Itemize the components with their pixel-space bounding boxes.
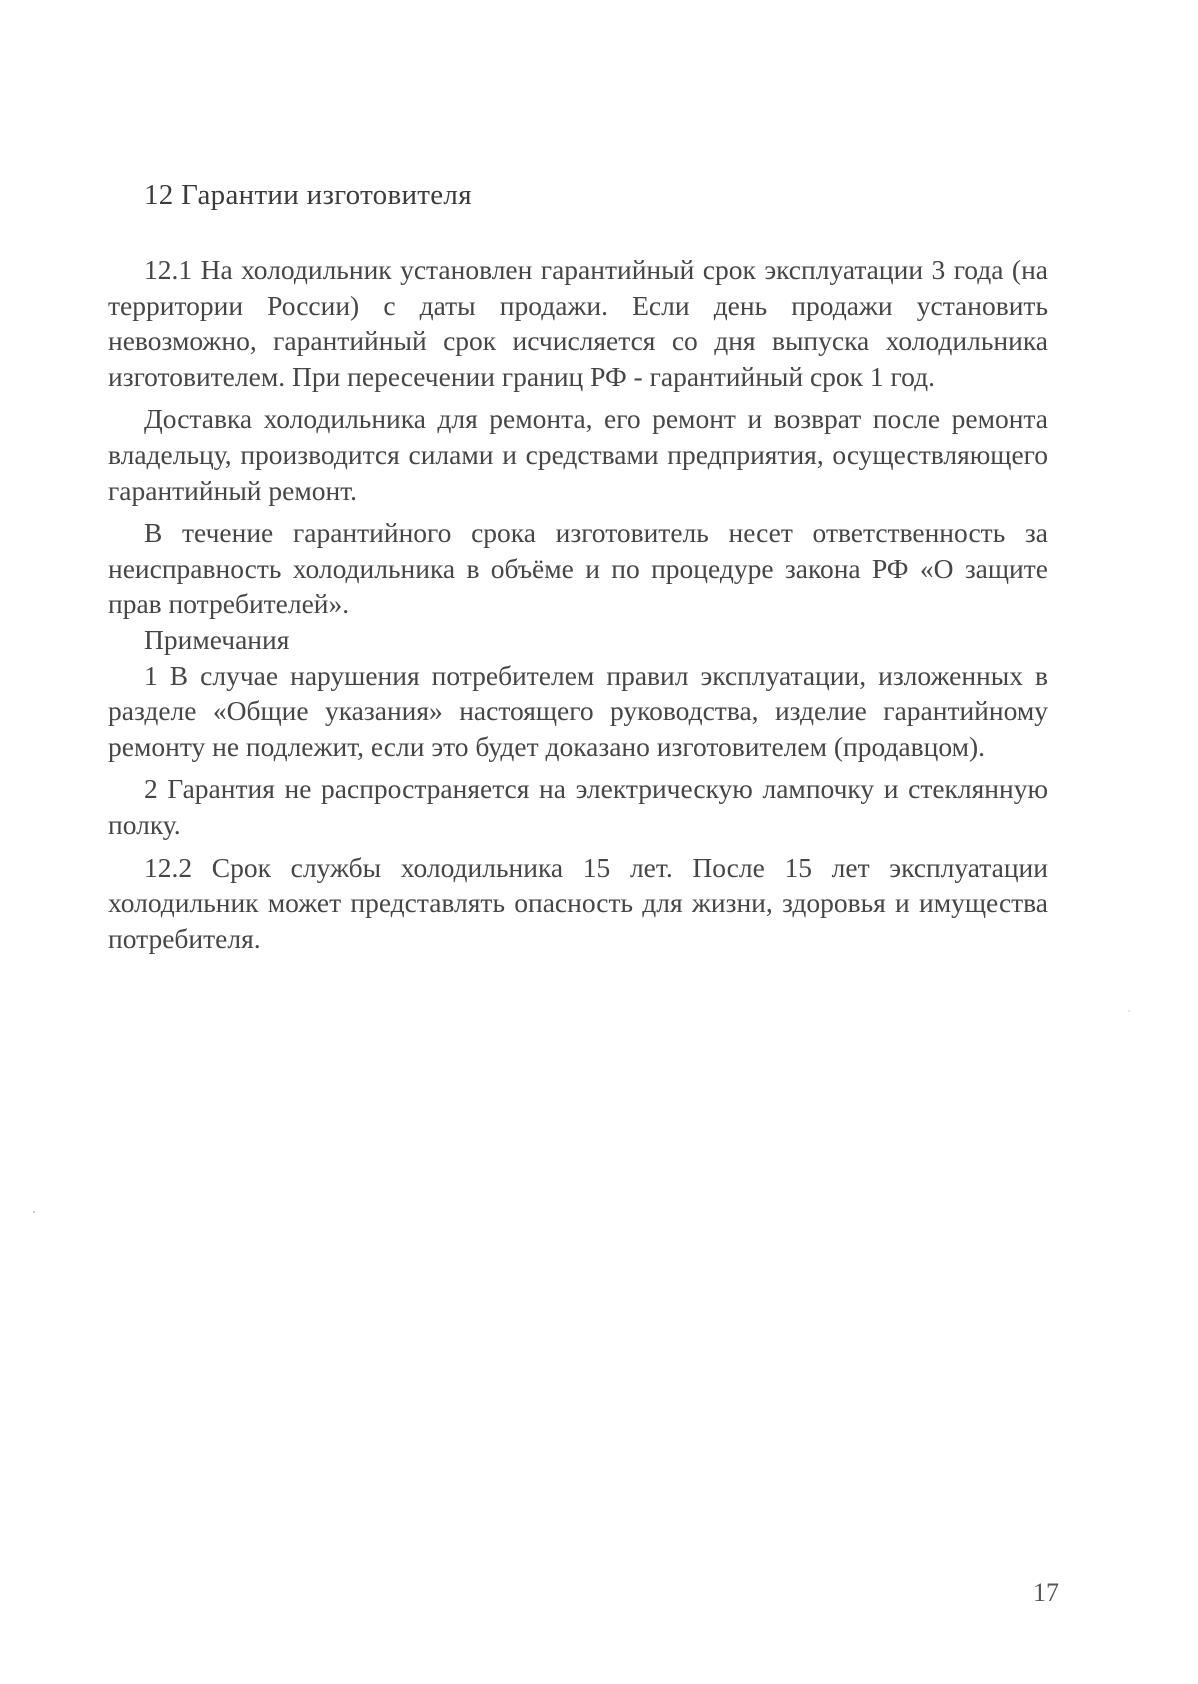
note-2: 2 Гарантия не распространяется на электрическую лампочку и стеклянную полку. <box>108 773 1048 840</box>
paragraph-12-1-warranty-period: 12.1 На холодильник установлен гарантийный срок эксплуатации 3 года (на территории России) с даты продажи. Если день продажи установить невозможно, гарантийный срок исчисляется со дня выпуска холодильника изготовителем. При пересечении границ РФ - гарантийный срок 1 год. <box>108 254 1048 392</box>
notes-heading: Примечания <box>144 623 290 655</box>
page-number: 17 <box>1033 1578 1059 1607</box>
scan-speck <box>1128 1010 1130 1012</box>
paragraph-delivery: Доставка холодильника для ремонта, его ремонт и возврат после ремонта владельцу, производится силами и средствами предприятия, осуществляющего гарантийный ремонт. <box>108 403 1048 506</box>
paragraph-liability: В течение гарантийного срока изготовитель несет ответственность за неисправность холодильника в объёме и по процедуре закона РФ «О защите прав потребителей». <box>108 517 1048 620</box>
scan-speck <box>33 1211 35 1213</box>
section-body <box>108 252 1048 956</box>
section-title: 12 Гарантии изготовителя <box>144 179 472 211</box>
paragraph-12-2-service-life: 12.2 Срок службы холодильника 15 лет. После 15 лет эксплуатации холодильник может представлять опасность для жизни, здоровья и имущества потребителя. <box>108 851 1048 954</box>
note-1: 1 В случае нарушения потребителем правил эксплуатации, изложенных в разделе «Общие указания» настоящего руководства, изделие гарантийному ремонту не подлежит, если это будет доказано изготовителем (продавцом). <box>108 659 1048 762</box>
